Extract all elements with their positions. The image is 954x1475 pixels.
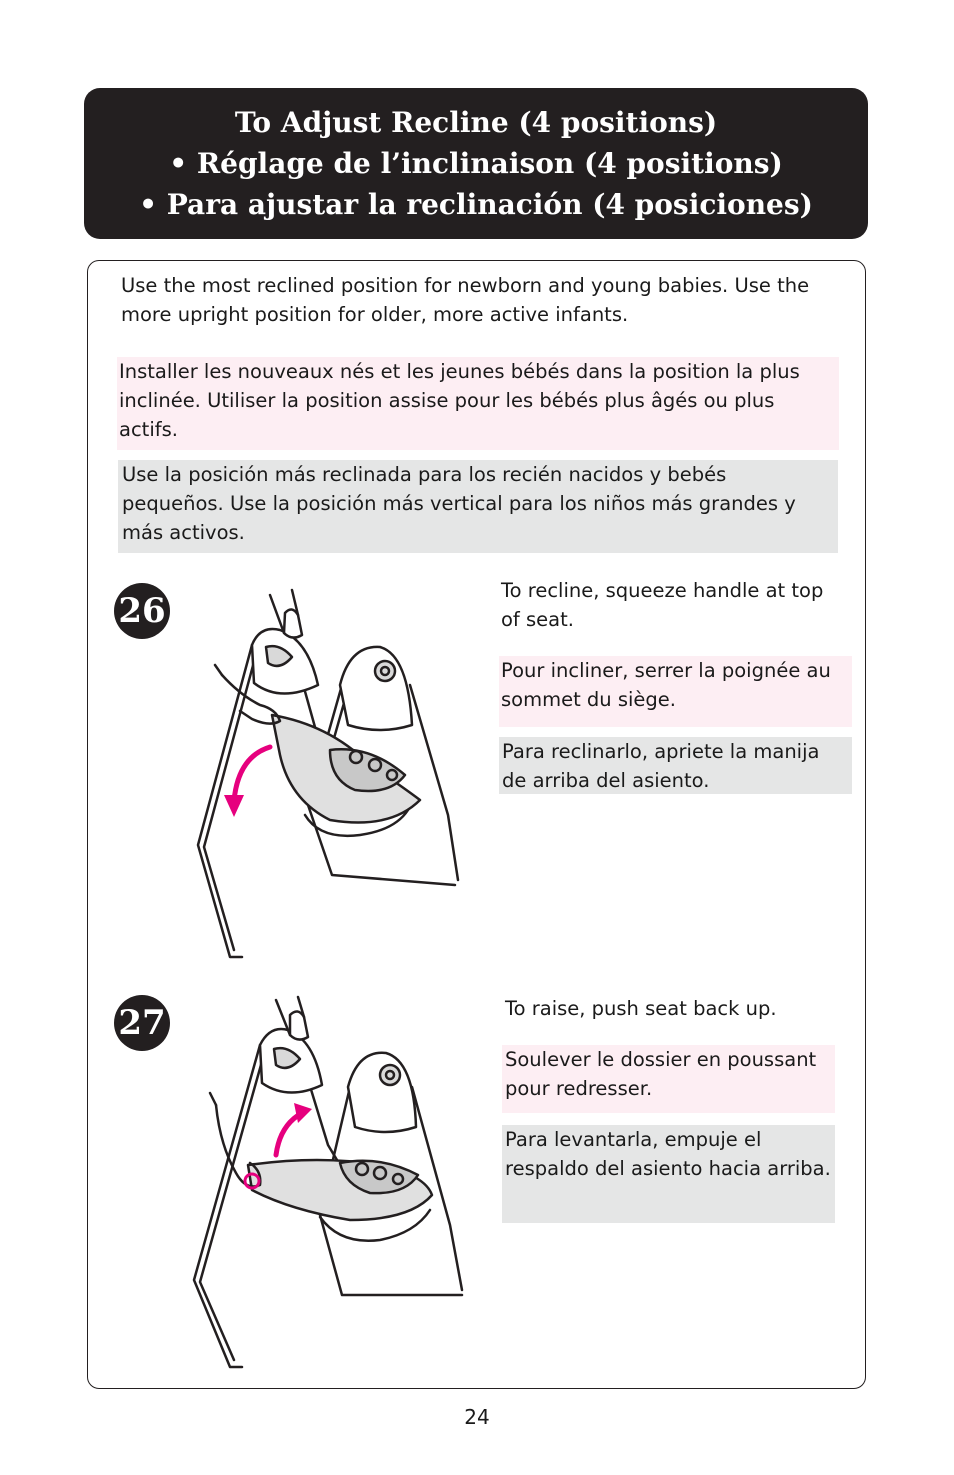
step-26-badge: 26	[114, 583, 170, 639]
header-title-english: To Adjust Recline (4 positions)	[234, 106, 718, 139]
step-27-english: To raise, push seat back up.	[505, 997, 777, 1020]
intro-spanish: Use la posición más reclinada para los recién nacidos y bebés pequeños. Use la posición más vertical para los niños más grandes y más activos.	[118, 460, 838, 553]
section-header	[84, 88, 868, 239]
step-27-french: Soulever le dossier en poussant pour redresser.	[502, 1045, 835, 1113]
step-27-spanish: Para levantarla, empuje el respaldo del asiento hacia arriba.	[502, 1125, 835, 1223]
step-26-french: Pour incliner, serrer la poignée au sommet du siège.	[499, 656, 852, 727]
page-number: 24	[464, 1405, 490, 1429]
header-title-french: • Réglage de l’inclinaison (4 positions)	[169, 147, 783, 180]
intro-french: Installer les nouveaux nés et les jeunes bébés dans la position la plus inclinée. Utiliser la position assise pour les bébés plus âgés ou plus actifs.	[117, 357, 839, 450]
step-26-english: To recline, squeeze handle at top of seat.	[501, 579, 824, 631]
intro-english: Use the most reclined position for newborn and young babies. Use the more upright position for older, more active infants.	[121, 274, 810, 326]
swing-recline-illustration	[180, 585, 480, 970]
step-26-spanish: Para reclinarlo, apriete la manija de arriba del asiento.	[499, 737, 852, 794]
header-title-spanish: • Para ajustar la reclinación (4 posiciones)	[139, 188, 813, 221]
swing-raise-illustration	[180, 995, 480, 1375]
step-27-badge: 27	[114, 995, 170, 1051]
